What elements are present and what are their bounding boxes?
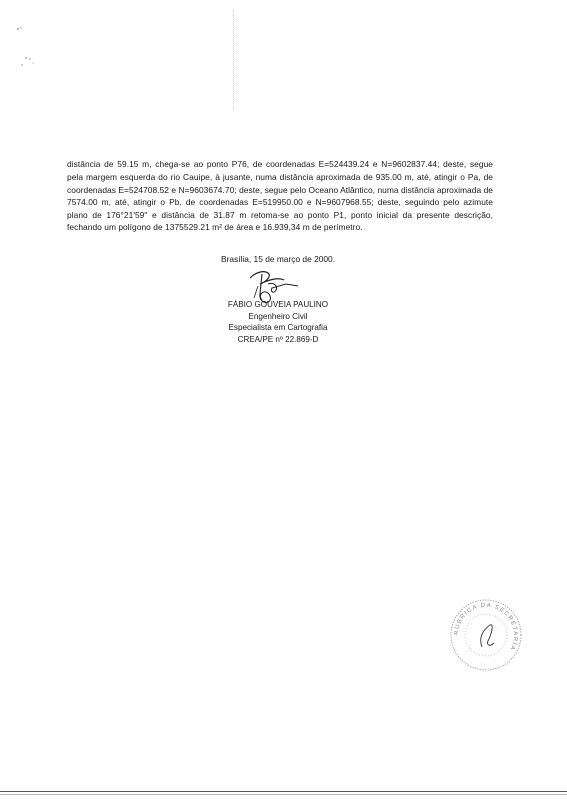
scan-artifact-marks	[12, 26, 42, 76]
signatory-name: FÁBIO GOUVEIA PAULINO	[227, 300, 329, 309]
bottom-border-line	[0, 791, 567, 792]
bottom-border-line-secondary	[0, 794, 567, 795]
place-date: Brasília, 15 de março de 2000.	[220, 254, 336, 264]
signature-block	[178, 299, 378, 345]
body-paragraph: distância de 59.15 m, chega-se ao ponto P76, de coordenadas E=524439.24 e N=9602837.44; deste, segue pela margem esquerda do rio Cauipe, à jusante, numa distância aproximada de 935.00 m, até, atingir o Pa, de coordenadas E=524708.52 e N=9603674.70; deste, segue pelo Oceano Atlântico, numa distância aproximada de 7574.00 m, até, atingir o Pb, de coordenadas E=519950.00 e N=9607968.55; deste, seguindo pelo azimute plano de 176°21'59" e distância de 31.87 m retoma-se ao ponto P1, ponto inicial da presente descrição, fechando um polígono de 1375529.21 m² de área e 16.939,34 m de perímetro.	[67, 159, 493, 233]
signatory-registration: CREA/PE nº 22.869-D	[237, 334, 319, 344]
signatory-specialty: Especialista em Cartografia	[228, 323, 328, 332]
stamp-text: RUBRICA DA SECRETARIA	[453, 602, 519, 652]
fold-line	[233, 10, 234, 110]
signatory-profession: Engenheiro Civil	[248, 311, 308, 321]
official-stamp	[448, 597, 524, 673]
svg-text:RUBRICA DA SECRETARIA	[454, 603, 518, 652]
